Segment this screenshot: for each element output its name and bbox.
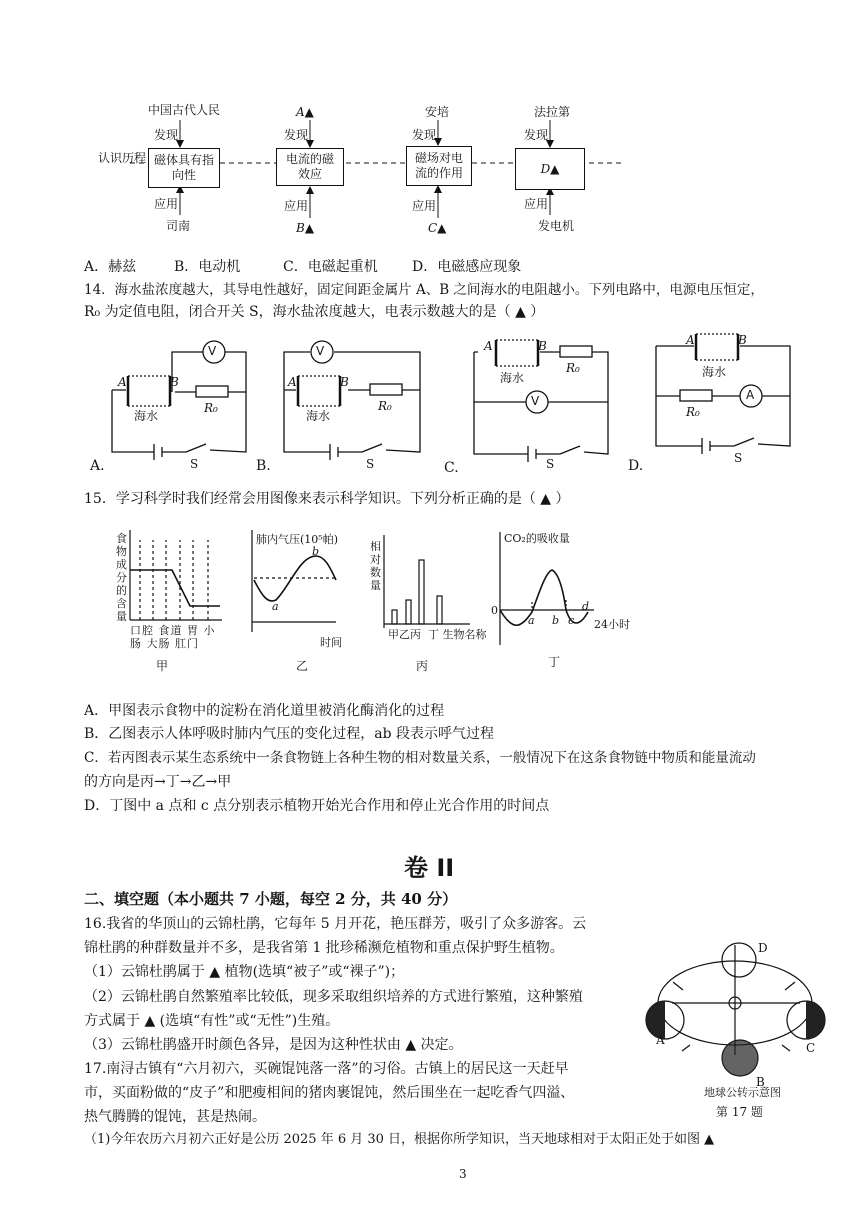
discover-label-1: 发现 xyxy=(154,128,179,142)
ding-ylabel: CO₂的吸收量 xyxy=(504,532,570,545)
q14-stem-line2: R₀ 为定值电阻，闭合开关 S，海水盐浓度越大，电表示数越大的是（ ▲ ） xyxy=(84,304,545,320)
ding-point-a: a xyxy=(528,614,535,627)
seawater-2: 海水 xyxy=(306,409,331,423)
plate-a-2: A xyxy=(288,375,297,389)
orbit-caption: 地球公转示意图 xyxy=(704,1086,781,1099)
use-3: C▲ xyxy=(428,221,447,235)
discoverer-4: 法拉第 xyxy=(534,105,571,119)
voltmeter-b: V xyxy=(316,344,325,358)
switch-4: S xyxy=(734,451,743,465)
ding-xlabel: 24小时 xyxy=(594,618,630,631)
box-3: 磁场对电流的作用 xyxy=(406,146,472,186)
ding-point-d: d xyxy=(582,600,590,613)
voltmeter-a: V xyxy=(208,344,217,358)
plate-b-2: B xyxy=(340,375,349,389)
plate-b-3: B xyxy=(538,339,547,353)
q15-option-c-cont: 的方向是丙→丁→乙→甲 xyxy=(84,774,232,790)
q16-line-1: 16.我省的华顶山的云锦杜鹃，它每年 5 月开花，艳压群芳，吸引了众多游客。云 xyxy=(84,916,587,932)
graph-name-jia: 甲 xyxy=(156,659,169,673)
discover-label-2: 发现 xyxy=(284,128,309,142)
part2-title: 二、填空题（本小题共 7 小题，每空 2 分，共 40 分） xyxy=(84,890,458,908)
ding-point-b: b xyxy=(552,614,560,627)
orbit-label-d: D xyxy=(758,941,768,955)
q15-option-c: C．若丙图表示某生态系统中一条食物链上各种生物的相对数量关系，一般情况下在这条食物链中物质和能量流动 xyxy=(84,750,756,766)
seawater-4: 海水 xyxy=(702,365,727,379)
question-17-caption: 第 17 题 xyxy=(716,1105,763,1119)
switch-2: S xyxy=(366,457,375,471)
yi-point-b: b xyxy=(312,545,320,558)
box-4: D▲ xyxy=(515,148,585,190)
process-label-1: 认识历程 xyxy=(98,151,147,165)
circuit-label-a: A. xyxy=(90,458,105,474)
q15-option-a: A．甲图表示食物中的淀粉在消化道里被消化酶消化的过程 xyxy=(84,703,445,719)
seawater-1: 海水 xyxy=(134,409,159,423)
orbit-label-c: C xyxy=(806,1041,816,1055)
voltmeter-c: V xyxy=(531,394,540,408)
r0-1: R₀ xyxy=(204,401,218,415)
circuit-label-c: C. xyxy=(444,460,459,476)
q16-line-6: （3）云锦杜鹃盛开时颜色各异，是因为这种性状由 ▲ 决定。 xyxy=(84,1037,463,1053)
use-2: B▲ xyxy=(296,221,315,235)
switch-1: S xyxy=(190,457,199,471)
yi-point-a: a xyxy=(272,600,279,613)
q16-line-4: （2）云锦杜鹃自然繁殖率比较低，现多采取组织培养的方式进行繁殖，这种繁殖 xyxy=(84,989,583,1005)
plate-a-1: A xyxy=(118,375,127,389)
discoverer-3: 安培 xyxy=(425,105,450,119)
q14-stem-line1: 14．海水盐浓度越大，其导电性越好，固定间距金属片 A、B 之间海水的电阻越小。下列电路中，电源电压恒定， xyxy=(84,282,764,298)
ammeter-d: A xyxy=(746,388,755,402)
r0-4: R₀ xyxy=(686,405,700,419)
yi-ylabel: 肺内气压(10⁵帕) xyxy=(256,533,338,546)
apply-label-3: 应用 xyxy=(412,199,437,213)
q16-line-2: 锦杜鹃的种群数量并不多，是我省第 1 批珍稀濒危植物和重点保护野生植物。 xyxy=(84,940,564,956)
graph-name-bing: 丙 xyxy=(416,659,429,673)
circuit-label-d: D. xyxy=(628,458,644,474)
use-4: 发电机 xyxy=(538,219,575,233)
circuit-label-b: B. xyxy=(256,458,271,474)
bing-ylabel: 相对数量 xyxy=(370,540,381,592)
q15-option-b: B．乙图表示人体呼吸时肺内气压的变化过程，ab 段表示呼气过程 xyxy=(84,726,495,742)
switch-3: S xyxy=(546,457,555,471)
q16-line-5: 方式属于 ▲ (选填“有性”或“无性”)生殖。 xyxy=(84,1013,340,1029)
q13-option-d: D．电磁感应现象 xyxy=(412,259,522,275)
r0-2: R₀ xyxy=(378,399,392,413)
plate-a-3: A xyxy=(484,339,493,353)
discoverer-1: 中国古代人民 xyxy=(148,103,221,117)
ding-point-c: c xyxy=(568,614,575,627)
bing-xlabels: 甲乙丙 丁 生物名称 xyxy=(388,628,487,641)
q16-line-3: （1）云锦杜鹃属于 ▲ 植物(选填“被子”或“裸子”)； xyxy=(84,964,405,980)
orbit-label-b: B xyxy=(756,1075,765,1089)
yi-xlabel: 时间 xyxy=(320,636,342,649)
q17-line-4: （1)今年农历六月初六正好是公历 2025 年 6 月 30 日，根据你所学知识，当天地球相对于太阳正处于如图 ▲ xyxy=(84,1132,715,1147)
plate-b-4: B xyxy=(738,333,747,347)
box-1: 磁体具有指向性 xyxy=(148,148,220,188)
jia-ylabel: 食物成分的含量 xyxy=(116,532,127,623)
q13-option-c: C．电磁起重机 xyxy=(283,259,378,275)
q13-option-a: A．赫兹 xyxy=(84,259,137,275)
apply-label-4: 应用 xyxy=(524,197,549,211)
q17-line-3: 热气腾腾的馄饨，甚是热闹。 xyxy=(84,1109,266,1125)
apply-label-2: 应用 xyxy=(284,199,309,213)
apply-label-1: 应用 xyxy=(154,197,179,211)
q17-line-2: 市，买面粉做的“皮子”和肥瘦相间的猪肉裹馄饨，然后围坐在一起吃香气四溢、 xyxy=(84,1085,575,1101)
seawater-3: 海水 xyxy=(500,371,525,385)
r0-3: R₀ xyxy=(566,361,580,375)
ding-origin: 0 xyxy=(491,604,498,617)
q17-line-1: 17.南浔古镇有“六月初六，买碗馄饨落一落”的习俗。古镇上的居民这一天赶早 xyxy=(84,1061,569,1077)
section-title: 卷 II xyxy=(404,854,455,882)
jia-xlabels: 口腔 食道 胃 小肠 大肠 肛门 xyxy=(130,624,216,650)
page-number: 3 xyxy=(459,1167,467,1181)
use-1: 司南 xyxy=(166,219,191,233)
plate-a-4: A xyxy=(686,333,695,347)
q15-option-d: D．丁图中 a 点和 c 点分别表示植物开始光合作用和停止光合作用的时间点 xyxy=(84,798,550,814)
graph-name-yi: 乙 xyxy=(296,659,309,673)
discover-label-3: 发现 xyxy=(412,128,437,142)
discoverer-2: A▲ xyxy=(296,105,314,119)
orbit-label-a: A xyxy=(656,1033,665,1047)
q15-stem: 15．学习科学时我们经常会用图像来表示科学知识。下列分析正确的是（ ▲ ） xyxy=(84,491,570,507)
plate-b-1: B xyxy=(170,375,179,389)
graph-name-ding: 丁 xyxy=(548,655,561,669)
q13-option-b: B．电动机 xyxy=(174,259,241,275)
box-2: 电流的磁效应 xyxy=(276,148,344,186)
discover-label-4: 发现 xyxy=(524,128,549,142)
